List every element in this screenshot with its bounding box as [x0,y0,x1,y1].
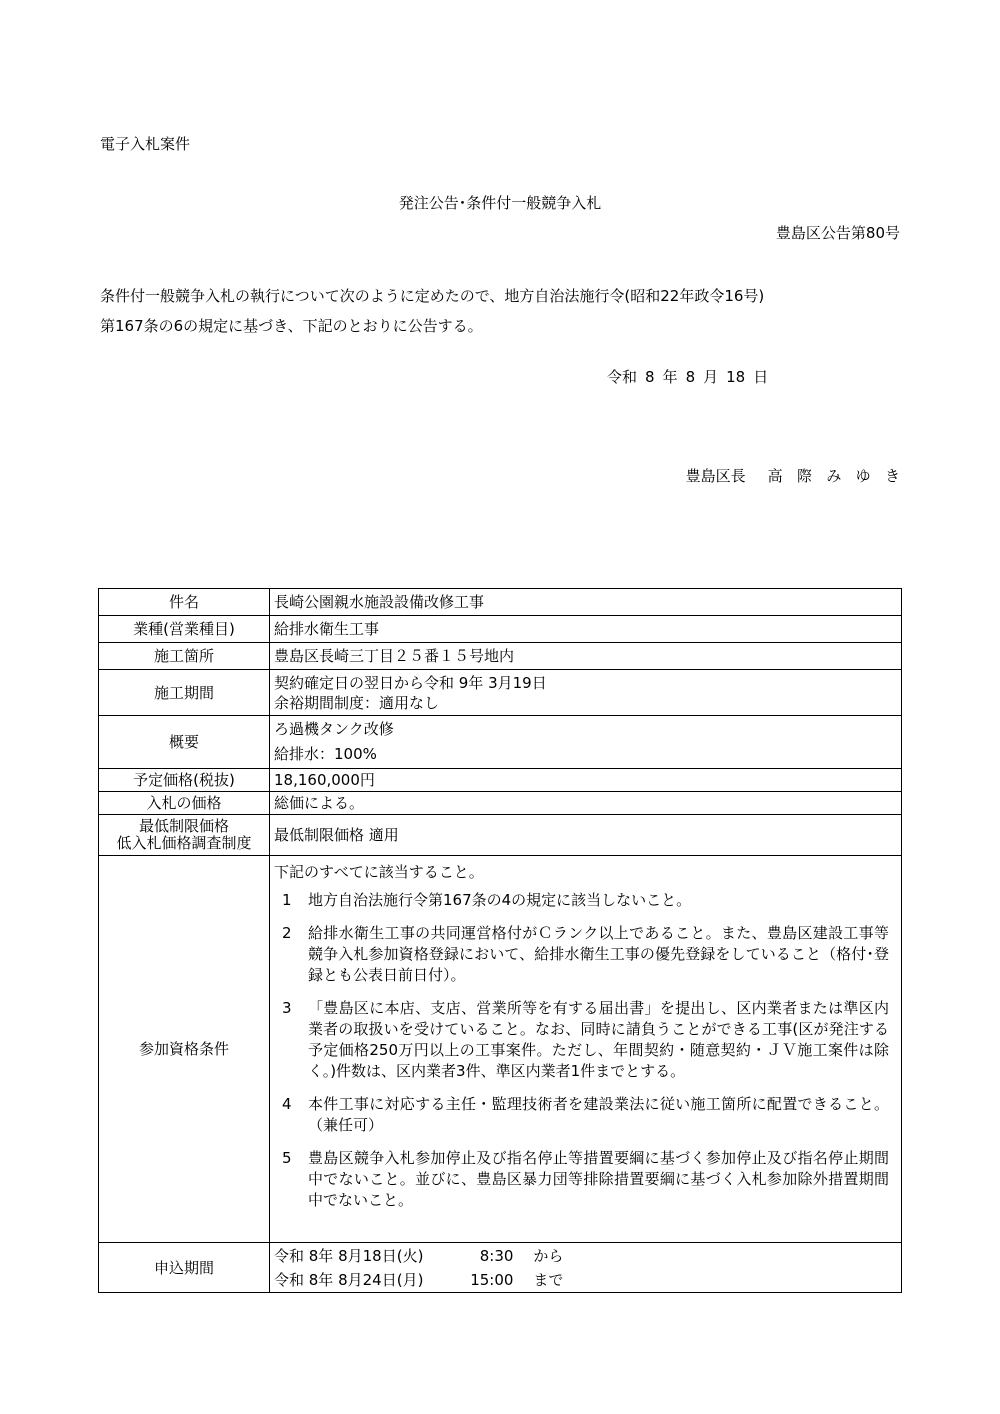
signatory-name-char: き [884,467,900,485]
bid-details-table [98,588,902,1293]
date-year: 8 [645,368,655,386]
application-row [99,1243,902,1293]
signatory-name-char: 高 [767,467,783,485]
date-era: 令和 [607,368,638,386]
row-label-line: 低入札価格調査制度 [116,834,252,852]
intro-line-2: 第167条の6の規定に基づき、下記のとおりに公告する。 [100,317,483,335]
row-value: 最低制限価格 適用 [270,815,902,856]
application-from-time: 8:30 [479,1246,514,1265]
document-title: 発注公告･条件付一般競争入札 [398,194,602,212]
row-value-line: 余裕期間制度：適用なし [274,693,440,712]
condition-number: 5 [282,1149,292,1167]
row-label: 施工期間 [99,670,270,716]
document-label: 電子入札案件 [100,135,191,153]
condition-item [274,1094,897,1136]
date-day-unit: 日 [753,368,769,386]
table-row [99,616,902,643]
row-value: 給排水衛生工事 [270,616,902,643]
row-label: 入札の価格 [99,792,270,815]
signatory-title: 豊島区長 [685,467,746,485]
table-row [99,716,902,769]
row-label: 施工箇所 [99,643,270,670]
table-row [99,670,902,716]
date-month-unit: 月 [703,368,719,386]
application-to-suffix: まで [533,1270,564,1289]
condition-text: 豊島区競争入札参加停止及び指名停止等措置要綱に基づく参加停止及び指名停止期間中でないこと。並びに、豊島区暴力団等排除措置要綱に基づく入札参加除外措置期間中でないこと。 [308,1149,889,1209]
condition-text: 地方自治法施行令第167条の4の規定に該当しないこと。 [308,891,692,909]
signatory-name-char: み [826,467,842,485]
row-label-line: 最低制限価格 [138,817,229,835]
condition-number: 3 [282,999,292,1017]
row-label: 業種(営業種目) [99,616,270,643]
notice-date [607,366,768,387]
row-label: 予定価格(税抜) [99,769,270,792]
application-label: 申込期間 [99,1243,270,1293]
table-row [99,589,902,616]
row-value: 総価による。 [270,792,902,815]
table-row [99,815,902,856]
signatory-name-char: ゆ [855,467,871,485]
row-value-line: 給排水：100% [274,745,377,763]
row-value: 18,160,000円 [270,769,902,792]
application-to [274,1268,897,1292]
application-to-date: 令和 8年 8月24日(月) [274,1270,424,1289]
row-value: 長崎公園親水施設設備改修工事 [270,589,902,616]
signatory-name-char: 際 [797,467,813,485]
application-from-suffix: から [533,1246,564,1265]
application-to-time: 15:00 [470,1270,514,1289]
row-label: 概要 [99,716,270,769]
table-row [99,792,902,815]
signatory [686,465,900,486]
row-value: 豊島区長崎三丁目２５番１５号地内 [270,643,902,670]
application-from-date: 令和 8年 8月18日(火) [274,1246,424,1265]
date-month: 8 [685,368,696,386]
row-value-line: ろ過機タンク改修 [274,720,394,738]
condition-text: 給排水衛生工事の共同運営格付がＣランク以上であること。また、豊島区建設工事等競争入札参加資格登録において、給排水衛生工事の優先登録をしていること（格付･登録とも公表日前日付）。 [308,924,889,984]
date-year-unit: 年 [662,368,678,386]
condition-item [274,1148,897,1211]
table-row [99,643,902,670]
conditions-row [99,856,902,1243]
intro-line-1: 条件付一般競争入札の執行について次のように定めたので、地方自治法施行令(昭和22年政令16号) [100,287,765,305]
condition-number: 1 [282,891,292,909]
conditions-label: 参加資格条件 [99,856,270,1243]
condition-number: 2 [282,924,292,942]
condition-item [274,923,897,986]
table-row [99,769,902,792]
conditions-intro: 下記のすべてに該当すること。 [274,863,484,881]
condition-text: 「豊島区に本店、支店、営業所等を有する届出書」を提出し、区内業者または準区内業者の取扱いを受けていること。なお、同時に請負うことができる工事(区が発注する予定価格250万円以上の工事案件。ただし、年間契約・随意契約・ＪＶ施工案件は除く。)件数は、区内業者3件、準区内業者1件までとする。 [308,999,889,1080]
row-value-line: 契約確定日の翌日から令和 9年 3月19日 [274,673,547,692]
condition-item [274,890,897,911]
intro-text [100,281,764,341]
notice-number: 豊島区公告第80号 [775,224,900,242]
condition-item [274,998,897,1082]
application-from [274,1244,897,1268]
date-day: 18 [726,368,746,386]
condition-text: 本件工事に対応する主任・監理技術者を建設業法に従い施工箇所に配置できること。（兼任可） [308,1095,889,1134]
condition-number: 4 [282,1095,292,1113]
row-label: 件名 [99,589,270,616]
